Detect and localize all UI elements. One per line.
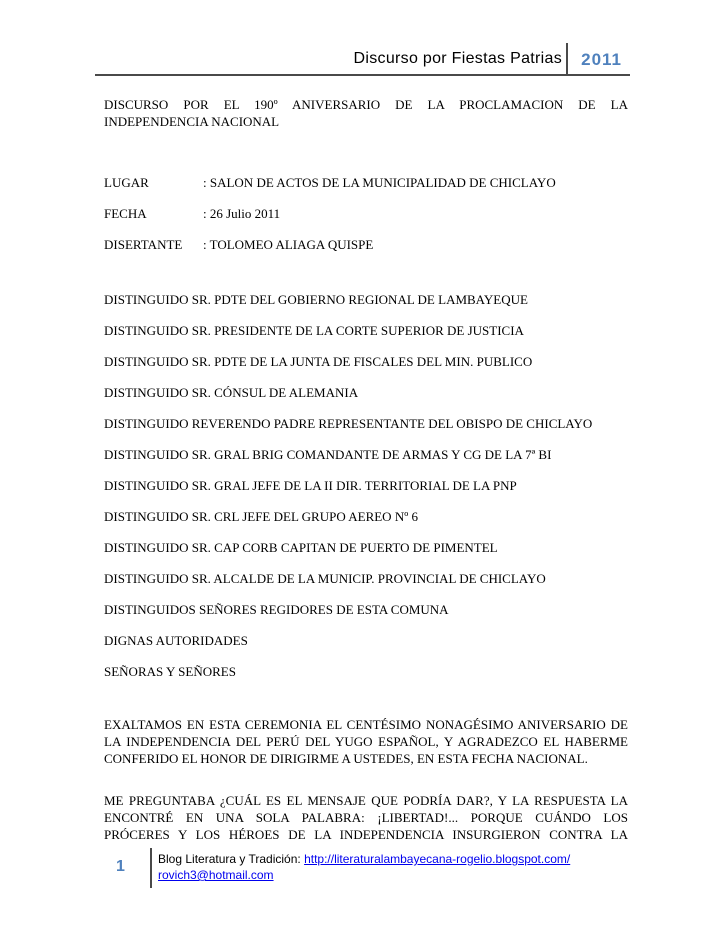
salutation: DISTINGUIDO SR. ALCALDE DE LA MUNICIP. PROVINCIAL DE CHICLAYO — [104, 571, 546, 586]
salutation: SEÑORAS Y SEÑORES — [104, 664, 236, 679]
page-header — [95, 41, 630, 79]
document-title — [104, 96, 628, 130]
salutation: DISTINGUIDO SR. PRESIDENTE DE LA CORTE SUPERIOR DE JUSTICIA — [104, 323, 524, 338]
salutation: DISTINGUIDO SR. PDTE DEL GOBIERNO REGIONAL DE LAMBAYEQUE — [104, 292, 528, 307]
paragraph-2 — [104, 792, 628, 843]
header-rule — [95, 74, 630, 76]
salutation: DIGNAS AUTORIDADES — [104, 633, 248, 648]
info-key: DISERTANTE — [104, 237, 183, 252]
paragraph-line: ME PREGUNTABA ¿CUÁL ES EL MENSAJE QUE PODRÍA DAR?, Y LA RESPUESTA LA — [104, 793, 628, 808]
document-title-line: INDEPENDENCIA NACIONAL — [104, 114, 280, 129]
footer-text — [158, 851, 570, 883]
salutation: DISTINGUIDO SR. PDTE DE LA JUNTA DE FISCALES DEL MIN. PUBLICO — [104, 354, 533, 369]
document-title-line: DISCURSO POR EL 190º ANIVERSARIO DE LA PROCLAMACION DE LA — [104, 97, 628, 112]
salutation: DISTINGUIDO REVERENDO PADRE REPRESENTANTE DEL OBISPO DE CHICLAYO — [104, 416, 593, 431]
info-key: FECHA — [104, 206, 147, 221]
header-title: Discurso por Fiestas Patrias — [353, 50, 562, 67]
salutation: DISTINGUIDO SR. GRAL BRIG COMANDANTE DE ARMAS Y CG DE LA 7ª BI — [104, 447, 552, 462]
page-number: 1 — [116, 858, 125, 875]
paragraph-line: LA INDEPENDENCIA DEL PERÚ DEL YUGO ESPAÑOL, Y AGRADEZCO EL HABERME — [104, 734, 628, 749]
header-divider — [566, 43, 568, 76]
info-key: LUGAR — [104, 175, 149, 190]
blog-link[interactable]: http://literaturalambayecana-rogelio.blogspot.com/ — [304, 852, 571, 866]
paragraph-line: CONFERIDO EL HONOR DE DIRIGIRME A USTEDES, EN ESTA FECHA NACIONAL. — [104, 751, 588, 766]
info-value: : SALON DE ACTOS DE LA MUNICIPALIDAD DE CHICLAYO — [203, 175, 556, 190]
salutation: DISTINGUIDO SR. CÓNSUL DE ALEMANIA — [104, 385, 359, 400]
page-footer — [100, 848, 620, 888]
blog-label: Blog Literatura y Tradición: — [158, 852, 305, 866]
footer-divider — [150, 848, 152, 888]
paragraph-line: PRÓCERES Y LOS HÉROES DE LA INDEPENDENCIA INSURGIERON CONTRA LA — [104, 827, 628, 842]
email-link[interactable]: rovich3@hotmail.com — [158, 868, 274, 882]
salutation: DISTINGUIDO SR. CRL JEFE DEL GRUPO AEREO Nº 6 — [104, 509, 418, 524]
salutation: DISTINGUIDOS SEÑORES REGIDORES DE ESTA COMUNA — [104, 602, 449, 617]
info-value: : TOLOMEO ALIAGA QUISPE — [203, 237, 374, 252]
salutation: DISTINGUIDO SR. GRAL JEFE DE LA II DIR. TERRITORIAL DE LA PNP — [104, 478, 517, 493]
paragraph-1 — [104, 716, 628, 767]
salutation: DISTINGUIDO SR. CAP CORB CAPITAN DE PUERTO DE PIMENTEL — [104, 540, 498, 555]
info-value: : 26 Julio 2011 — [203, 206, 281, 221]
paragraph-line: ENCONTRÉ EN UNA SOLA PALABRA: ¡LIBERTAD!... PORQUE CUÁNDO LOS — [104, 810, 628, 825]
header-year: 2011 — [581, 50, 622, 69]
paragraph-line: EXALTAMOS EN ESTA CEREMONIA EL CENTÉSIMO NONAGÉSIMO ANIVERSARIO DE — [104, 717, 628, 732]
